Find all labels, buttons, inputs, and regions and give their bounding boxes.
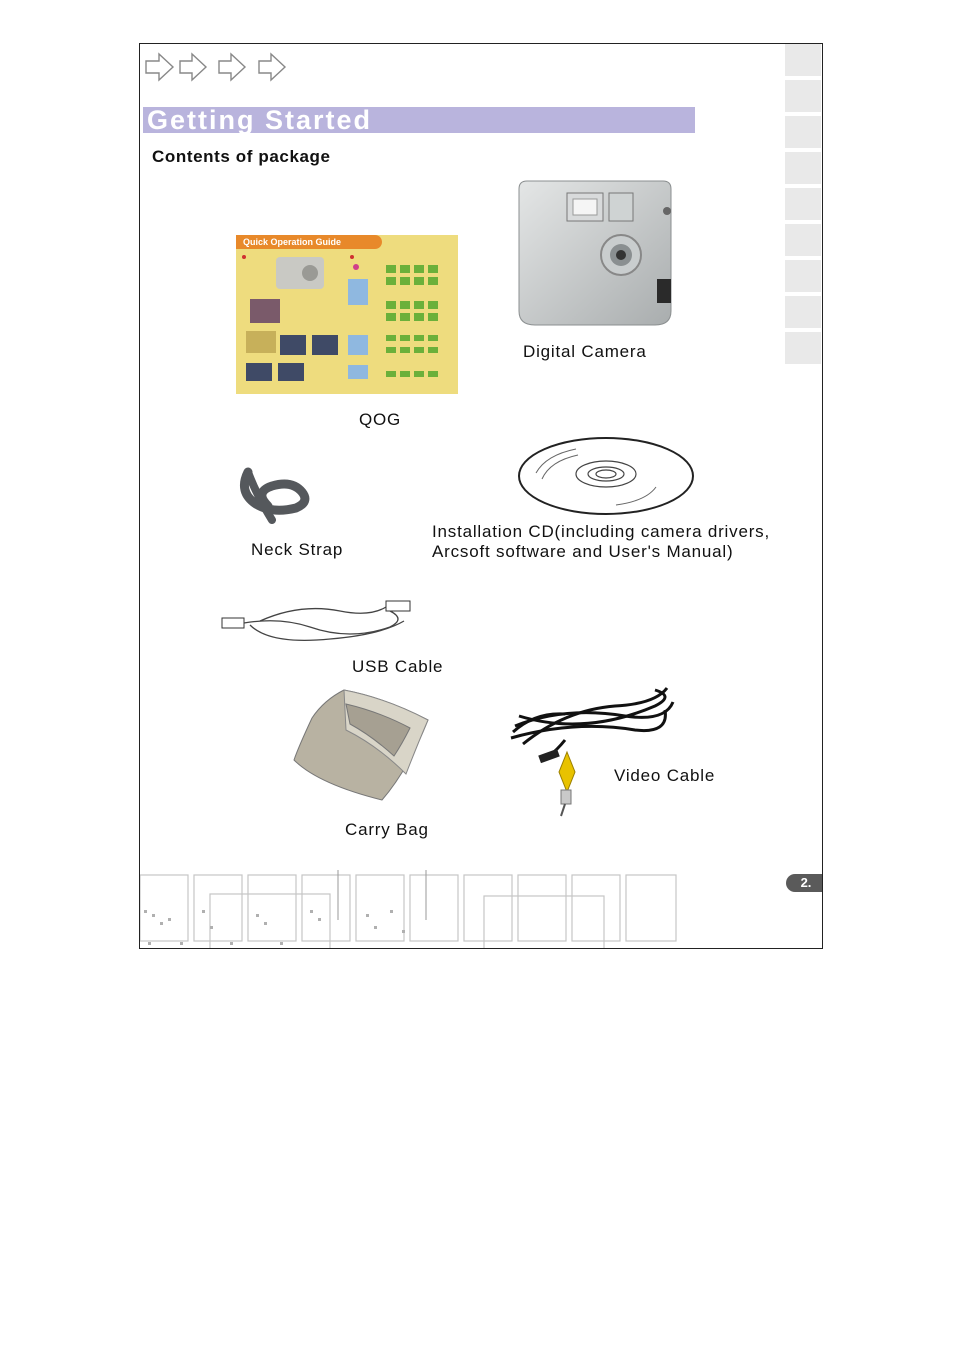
arrow-right-icon [259, 54, 285, 80]
side-decoration [785, 44, 821, 368]
title-bar [143, 107, 695, 133]
manual-page [139, 43, 823, 949]
qog-caption: QOG [359, 410, 402, 429]
section-heading: Contents of package [152, 147, 331, 166]
digital-camera-image [515, 179, 677, 329]
neck-strap-caption: Neck Strap [251, 540, 344, 559]
footer-decoration [140, 870, 685, 949]
page-title: Getting Started [147, 105, 373, 135]
usb-cable-image [220, 597, 414, 649]
video-cable-image [505, 676, 677, 824]
usb-cable-caption: USB Cable [352, 657, 444, 676]
arrow-right-icon [180, 54, 206, 80]
arrow-right-icon [146, 54, 173, 80]
page-number: 2. [786, 874, 823, 892]
digital-camera-caption: Digital Camera [523, 342, 647, 361]
carry-bag-image [290, 684, 432, 802]
carry-bag-caption: Carry Bag [345, 820, 429, 839]
arrow-right-icon [219, 54, 245, 80]
qog-guide-title: Quick Operation Guide [243, 237, 342, 247]
video-cable-caption: Video Cable [614, 766, 716, 785]
installation-cd-image [516, 435, 696, 517]
nav-arrows [143, 50, 293, 84]
installation-cd-caption-line2: Arcsoft software and User's Manual) [432, 542, 734, 561]
neck-strap-image [236, 464, 314, 526]
qog-image [236, 235, 458, 394]
installation-cd-caption-line1: Installation CD(including camera drivers, [432, 522, 770, 541]
